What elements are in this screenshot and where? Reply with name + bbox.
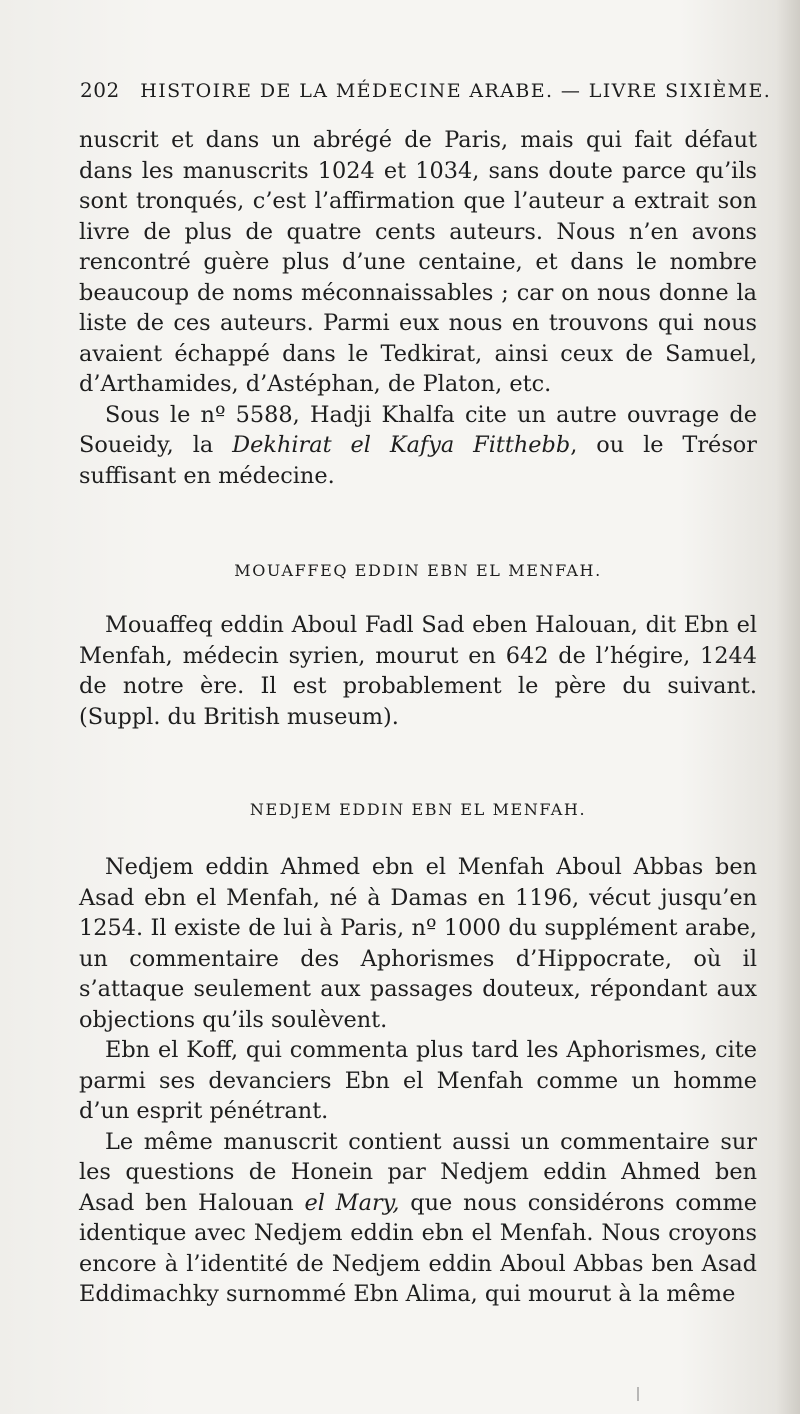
running-title: HISTOIRE DE LA MÉDECINE ARABE. — LIVRE SIXIÈME. [140,80,772,102]
section-body [79,610,757,732]
section-heading: MOUAFFEQ EDDIN EBN EL MENFAH. [234,561,602,580]
paragraph: Mouaffeq eddin Aboul Fadl Sad eben Halouan, dit Ebn el Menfah, médecin syrien, mourut en 642 de l’hégire, 1244 de notre ère. Il est probablement le père du suivant. (Suppl. du British museum). [79,612,757,730]
scan-mark [637,1387,639,1401]
text-run: , ou le Trésor suffisant en médecine. [79,432,757,489]
name-italic: el Mary, [304,1189,400,1216]
section-heading: NEDJEM EDDIN EBN EL MENFAH. [249,800,587,819]
text-run: Sous le nº 5588, Hadji Khalfa cite un autre ouvrage de Soueidy, la [79,401,757,458]
paragraph [79,400,757,492]
page-number: 202 [80,78,120,102]
paragraph: Ebn el Koff, qui commenta plus tard les Aphorismes, cite parmi ses devanciers Ebn el Menfah comme un homme d’un esprit pénétrant. [79,1037,757,1124]
text-run: Le même manuscrit contient aussi un commentaire sur les questions de Honein par Nedjem eddin Ahmed ben Asad ben Halouan [79,1128,757,1216]
running-header [80,78,772,102]
section-body [79,852,757,1310]
paragraph [79,1127,757,1310]
text-run: que nous considérons comme identique avec Nedjem eddin ebn el Menfah. Nous croyons encore à l’identité de Nedjem eddin Aboul Abbas ben Asad Eddimachky surnommé Ebn Alima, qui mourut à la même [79,1189,758,1307]
paragraph: nuscrit et dans un abrégé de Paris, mais qui fait défaut dans les manuscrits 1024 et 1034, sans doute parce qu’ils sont tronqués, c’est l’affirmation que l’auteur a extrait son livre de plus de quatre cents auteurs. Nous n’en avons rencontré guère plus d’une centaine, et dans le nombre beaucoup de noms méconnaissables ; car on nous donne la liste de ces auteurs. Parmi eux nous en trouvons qui nous avaient échappé dans le Tedkirat, ainsi ceux de Samuel, d’Arthamides, d’Astéphan, de Platon, etc. [79,127,757,397]
continuation-block [79,125,757,491]
paragraph: Nedjem eddin Ahmed ebn el Menfah Aboul Abbas ben Asad ebn el Menfah, né à Damas en 1196, vécut jusqu’en 1254. Il existe de lui à Paris, nº 1000 du supplément arabe, un commentaire des Aphorismes d’Hippocrate, où il s’attaque seulement aux passages douteux, répondant aux objections qu’ils soulèvent. [79,854,757,1033]
book-title-italic: Dekhirat el Kafya Fitthebb [232,432,571,458]
